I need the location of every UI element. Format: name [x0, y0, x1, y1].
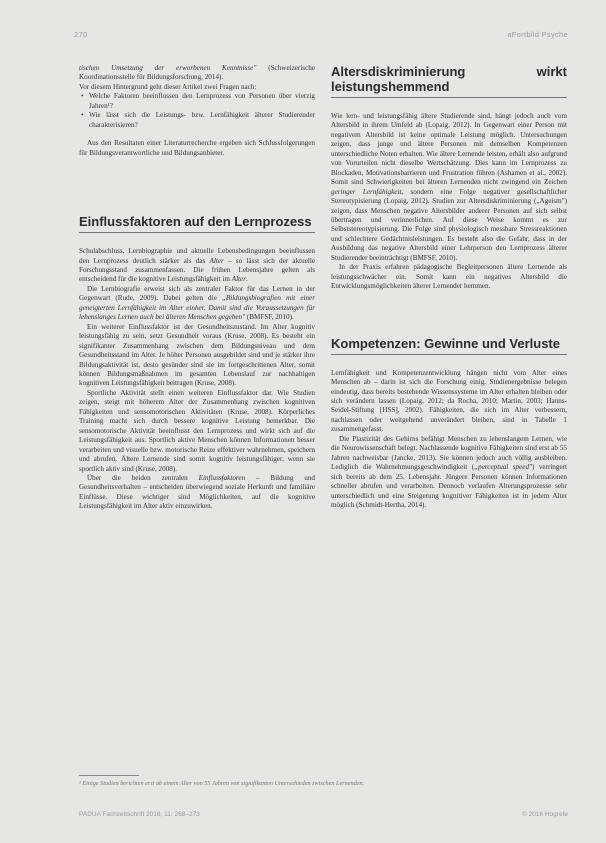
question-item: • Welche Faktoren beeinflussen den Lernprozess von Personen über vierzig Jahren¹?	[89, 92, 315, 111]
factors-paragraph: Sportliche Aktivität stellt einen weiteren Einflussfaktor dar. Wie Studien zeigen, steigt mit höherem Alter der Zusammenhang zwischen kognitiven Fähigkeiten und sensomotorischen Aktivitäten (Kruse, 2008). Körperliches Training macht sich durch bessere kognitive Leistung bemerkbar. Die sensomotorische Aktivität beeinflusst den Lernprozess und wirkt sich auf die Leistungsfähigkeit aus. Sportlich aktive Menschen können Informationen besser verarbeiten und visuelle bzw. motorische Reize effektiver wahrnehmen, speichern und abrufen. Ältere Lernende sind somit kognitiv leistungsfähiger, wenn sie sportlich aktiv sind (Kruse, 2008).	[79, 388, 315, 473]
footer-copyright: © 2016 Hogrefe	[522, 811, 568, 818]
question-list	[79, 92, 315, 130]
discrimination-paragraph: Wie lern- und leistungsfähig ältere Studierende sind, hängt jedoch auch vom Altersbild in ihrem Umfeld ab (Lopaig, 2012). In Gegenwart einer Person mit negativem Altersbild ist keine optimale Leistung möglich. Untersuchungen zeigen, dass junge und ältere Personen mit demselben Kompetenzen unterschiedliche Noten erhalten. Wie ältere Lernende leisten, erhält also aufgrund von Vorurteilen nicht dieselbe Wertschätzung. Dies kann im Lernprozess zu Blockaden, Motivationsbarrieren und Frustration führen (Ashamen et al., 2002). Somit sind Schwierigkeiten bei älteren Lernenden nicht zwingend ein Zeichen geringer Lernfähigkeit, sondern eine Folge negativer gesellschaftlicher Stereotypisierung (Lopaig, 2012). Studien zur Altersdiskriminierung („Ageism") zeigen, dass Menschen negative Altersbilder anderer Personen auf sich selbst übertragen und verinnerlichen. Auf diese Weise kommt es zur Selbststereotypisierung. Die Folge sind physiologisch messbare Stressreaktionen und schlechtere Gedächtnisleistungen. Es besteht also die Gefahr, dass in der Ausbildung das negative Altersbild einer Lehrperson den Lernprozess älterer Studierender beeinträchtigt (BMFSF, 2010).	[331, 112, 567, 262]
question-item: • Wie lässt sich die Leistungs- bzw. Lernfähigkeit älterer Studierender charakterisieren?	[89, 111, 315, 130]
competencies-paragraph: Die Plastizität des Gehirns befähigt Menschen zu lebenslangem Lernen, wie die Neurowissenschaft belegt. Nachlassende kognitive Fähigkeiten sind erst ab 55 Jahren nachweisbar (Jancke, 2013). Sie können jedoch auch völlig ausbleiben. Lediglich die Wahrnehmungsgeschwindigkeit („perceptual speed") verringert sich bereits ab dem 25. Lebensjahr. Jüngere Personen können Informationen schneller abrufen und verarbeiten. Dennoch verlaufen Alterungsprozesse sehr unterschiedlich und eine Steigerung kognitiver Fähigkeiten ist in jedem Alter möglich (Schmidt-Hertha, 2014).	[331, 434, 567, 509]
footnote: ¹ Einige Studien berichten erst ab einem Alter von 55 Jahren von signifikanten Unterschieden zwischen Lernenden.	[79, 780, 365, 787]
discrimination-paragraph: In der Praxis erfahren pädagogische Begleitpersonen ältere Lernende als leistungsschwächer ein. Somit kann ein negatives Altersbild die Entwicklungsmöglichkeiten älterer Lernender hemmen.	[331, 263, 567, 291]
footnote-divider	[79, 775, 139, 776]
right-column	[331, 64, 567, 510]
left-column	[79, 64, 315, 512]
intro-conclusion: Aus den Resultaten einer Literaturrecherche ergeben sich Schlussfolgerungen für Bildungsverantwortliche und Bildungsanbieter.	[79, 139, 315, 157]
factors-paragraph: Die Lernbiografie erweist sich als zentraler Faktor für das Lernen in der Gegenwart (Rude, 2009). Dabei gelten die „Bildungsbiografien mit einer geneigterten Lernfähigkeit im Alter einher. Damit sind die Voraussetzungen für lebenslanges Lernen auch bei älteren Menschen gegeben" (BMFSF, 2010).	[79, 284, 315, 322]
running-head	[74, 30, 568, 39]
intro-paragraph	[79, 64, 315, 83]
factors-paragraph: Schulabschluss, Lernbiographie und aktuelle Lebensbedingungen beeinflussen den Lernprozess deutlich stärker als das Alter – so lässt sich der aktuelle Forschungsstand zusammenfassen. Die frühen Lebensjahre gelten als entscheidend für die kognitive Leistungsfähigkeit im Alter.	[79, 247, 315, 284]
journal-title: aFortbild Psyche	[507, 30, 568, 39]
section-heading-factors: Einflussfaktoren auf den Lernprozess	[79, 214, 315, 233]
factors-paragraph: Über die beiden zentralen Einflussfaktoren – Bildung und Gesundheitsverhalten – entscheiden überwiegend soziale Herkunft und familiäre Einflüsse. Diese wichtiger sind Möglichkeiten, auf die kognitive Leistungsfähigkeit im Alter aktiv einzuwirken.	[79, 473, 315, 511]
intro-questions-lead: Vor diesem Hintergrund geht dieser Artikel zwei Fragen nach:	[79, 82, 257, 91]
factors-paragraph: Ein weiterer Einflussfaktor ist der Gesundheitszustand. Im Alter kognitiv leistungsfähig zu sein, setzt Gesundheit voraus (Kruse, 2008). Es besteht ein signifikanter Zusammenhang zwischen dem Bildungsniveau und dem Gesundheitsstand im Alter. Je höher Personen ausgebildet sind und je stärker ihre Bildungsaktivität ist, desto gesünder sind sie im fortgeschrittenen Alter, somit können Bildungsmaßnahmen im gesamten Lebenslauf zur nachhaltigen kognitiven Leistungsfähigkeit beitragen (Kruse, 2008).	[79, 322, 315, 388]
intro-rest: (Schweizerische Koordinationsstelle für Bildungsforschung, 2014).	[79, 64, 315, 82]
section-heading-competencies: Kompetenzen: Gewinne und Verluste	[331, 336, 567, 355]
competencies-paragraph: Lernfähigkeit und Kompetenzentwicklung hängen nicht vom Alter eines Menschen ab – darin ist sich die Forschung einig. Studienergebnisse belegen eindeutig, dass bereits bestehende Wissenssysteme im Alter erhalten bleiben oder sich verändern lassen (Lopaig, 2012; da Rocha, 2010; Martin, 2003; Hanns-Seidel-Stiftung [HSS], 2002). Fähigkeiten, die sich im Alter verbessern, nachlassen oder weitgehend unverändert bleiben, sind in Tabelle 1 zusammengefasst.	[331, 368, 567, 434]
page-number: 270	[74, 30, 88, 39]
page-footer	[79, 811, 568, 818]
intro-italic: tischen Umsetzung der erworbenen Kenntnisse"	[79, 64, 257, 72]
footer-citation: PADUA Fachzeitschrift 2016; 11: 268–273	[79, 811, 200, 818]
section-heading-discrimination: Altersdiskriminierung wirkt leistungshemmend	[331, 64, 567, 98]
